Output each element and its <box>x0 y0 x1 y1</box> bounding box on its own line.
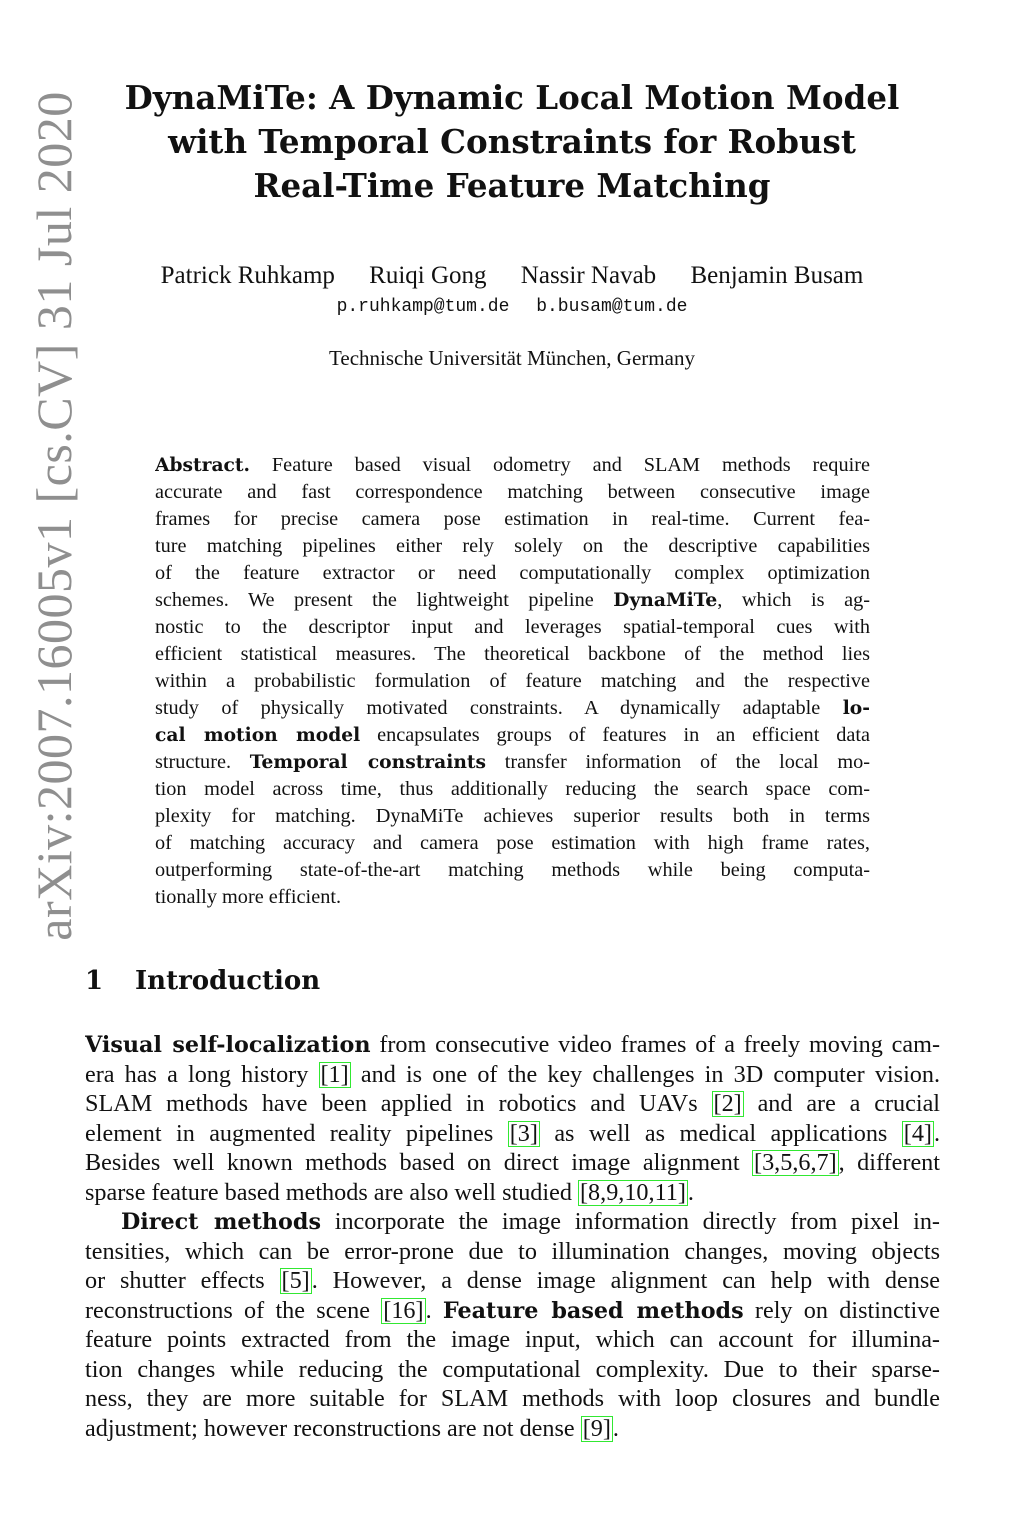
body-text: , different <box>838 1149 940 1176</box>
method-name: DynaMiTe <box>613 589 718 611</box>
title-line: with Temporal Constraints for Robust <box>168 122 856 161</box>
body-text: SLAM methods have been applied in robotics and UAVs <box>85 1090 698 1117</box>
abstract-line: within a probabilistic formulation of feature matching and the respective <box>155 670 870 692</box>
section-title: Introduction <box>135 966 321 996</box>
abstract-text: transfer information of the local mo- <box>504 751 870 773</box>
emphasis: cal motion model <box>155 724 361 746</box>
abstract-text: encapsulates groups of features in an efficient data <box>377 724 870 746</box>
author-name: Ruiqi Gong <box>369 262 487 289</box>
abstract-text: schemes. We present the lightweight pipeline <box>155 589 594 611</box>
body-line: feature points extracted from the image input, which can account for illumina- <box>85 1326 940 1353</box>
body-line: tion changes while reducing the computational complexity. Due to their sparse- <box>85 1355 940 1383</box>
author-list <box>100 260 924 292</box>
emphasis: Temporal constraints <box>249 751 486 773</box>
abstract <box>155 452 870 911</box>
abstract-text: Feature based visual odometry and SLAM methods require <box>271 454 870 476</box>
abstract-text: structure. <box>155 751 232 773</box>
abstract-line: accurate and fast correspondence matching between consecutive image <box>155 481 870 503</box>
affiliation: Technische Universität München, Germany <box>329 346 695 370</box>
body-text: rely on distinctive <box>754 1296 940 1324</box>
body-line <box>85 1030 940 1060</box>
body-text: as well as medical applications <box>554 1119 888 1147</box>
introduction-body <box>85 1030 940 1443</box>
abstract-text: , which is ag- <box>717 589 870 611</box>
citation-link[interactable]: [3] <box>509 1119 538 1147</box>
body-text: reconstructions of the scene <box>85 1296 370 1324</box>
emphasis: lo- <box>842 697 870 719</box>
abstract-line: nostic to the descriptor input and leverages spatial-temporal cues with <box>155 616 870 638</box>
section-number: 1 <box>85 966 104 996</box>
citation-link[interactable]: [16] <box>383 1296 424 1324</box>
body-text: or shutter effects <box>85 1267 265 1294</box>
body-line <box>85 1119 940 1149</box>
arxiv-identifier-stamp: arXiv:2007.16005v1 [cs.CV] 31 Jul 2020 <box>26 91 82 941</box>
abstract-line: of matching accuracy and camera pose estimation with high frame rates, <box>155 832 870 854</box>
citation-link[interactable]: [5] <box>281 1267 310 1294</box>
body-line <box>85 1207 940 1237</box>
abstract-label: Abstract. <box>155 454 251 476</box>
emphasis: Direct methods <box>121 1209 321 1235</box>
author-name: Patrick Ruhkamp <box>160 262 335 289</box>
body-line <box>85 1178 940 1208</box>
citation-link[interactable]: [4] <box>903 1119 932 1147</box>
body-line: ness, they are more suitable for SLAM methods with loop closures and bundle <box>85 1385 940 1412</box>
emphasis: Feature based methods <box>442 1297 744 1324</box>
abstract-line: frames for precise camera pose estimation in real-time. Current fea- <box>155 508 870 530</box>
section-heading <box>85 962 785 1000</box>
body-text: adjustment; however reconstructions are not dense <box>85 1414 575 1442</box>
body-text: . <box>933 1119 940 1147</box>
title-line: Real-Time Feature Matching <box>253 166 771 205</box>
body-line <box>85 1266 940 1296</box>
citation-link[interactable]: [8,9,10,11] <box>580 1178 686 1206</box>
body-text: . However, a dense image alignment can help with dense <box>311 1267 940 1294</box>
abstract-line: outperforming state-of-the-art matching methods while being computa- <box>155 859 870 881</box>
abstract-text: study of physically motivated constraints. A dynamically adaptable <box>155 697 821 719</box>
body-text: . <box>425 1296 432 1324</box>
body-text: element in augmented reality pipelines <box>85 1119 494 1147</box>
paper-title <box>100 76 924 208</box>
body-text: . <box>687 1178 694 1206</box>
citation-link[interactable]: [1] <box>320 1060 349 1088</box>
body-text: era has a long history <box>85 1060 309 1088</box>
abstract-line: of the feature extractor or need computationally complex optimization <box>155 562 870 584</box>
author-name: Benjamin Busam <box>690 262 864 289</box>
citation-link[interactable]: [2] <box>713 1090 742 1117</box>
abstract-line: ture matching pipelines either rely solely on the descriptive capabilities <box>155 535 870 557</box>
abstract-line <box>155 695 870 722</box>
abstract-line <box>155 749 870 776</box>
abstract-line: plexity for matching. DynaMiTe achieves superior results both in terms <box>155 805 870 827</box>
abstract-line: tion model across time, thus additionally reducing the search space com- <box>155 778 870 800</box>
abstract-line: tionally more efficient. <box>155 886 342 908</box>
body-line: tensities, which can be error-prone due to illumination changes, moving objects <box>85 1237 940 1265</box>
emphasis: Visual self-localization <box>85 1032 371 1058</box>
abstract-line: efficient statistical measures. The theoretical backbone of the method lies <box>155 643 870 665</box>
body-text: incorporate the image information directly from pixel in- <box>334 1208 940 1235</box>
author-name: Nassir Navab <box>520 262 657 289</box>
body-text: Besides well known methods based on direct image alignment <box>85 1149 740 1176</box>
email-link[interactable]: b.busam@tum.de <box>536 297 688 317</box>
body-text: and is one of the key challenges in 3D computer vision. <box>360 1060 940 1088</box>
body-line <box>85 1089 940 1119</box>
abstract-line <box>155 587 870 614</box>
body-text: . <box>612 1414 619 1442</box>
body-line <box>85 1414 940 1444</box>
body-text: and are a crucial <box>757 1090 940 1117</box>
title-line: DynaMiTe: A Dynamic Local Motion Model <box>124 78 900 117</box>
body-text: from consecutive video frames of a freely moving cam- <box>379 1031 940 1058</box>
citation-link[interactable]: [3,5,6,7] <box>754 1149 837 1176</box>
email-link[interactable]: p.ruhkamp@tum.de <box>336 297 510 317</box>
body-line <box>85 1060 940 1090</box>
body-text: sparse feature based methods are also well studied <box>85 1178 572 1206</box>
citation-link[interactable]: [9] <box>582 1414 611 1442</box>
body-line <box>85 1296 940 1326</box>
abstract-line <box>155 452 870 479</box>
author-emails <box>100 294 924 320</box>
abstract-line <box>155 722 870 749</box>
body-line <box>85 1148 940 1178</box>
